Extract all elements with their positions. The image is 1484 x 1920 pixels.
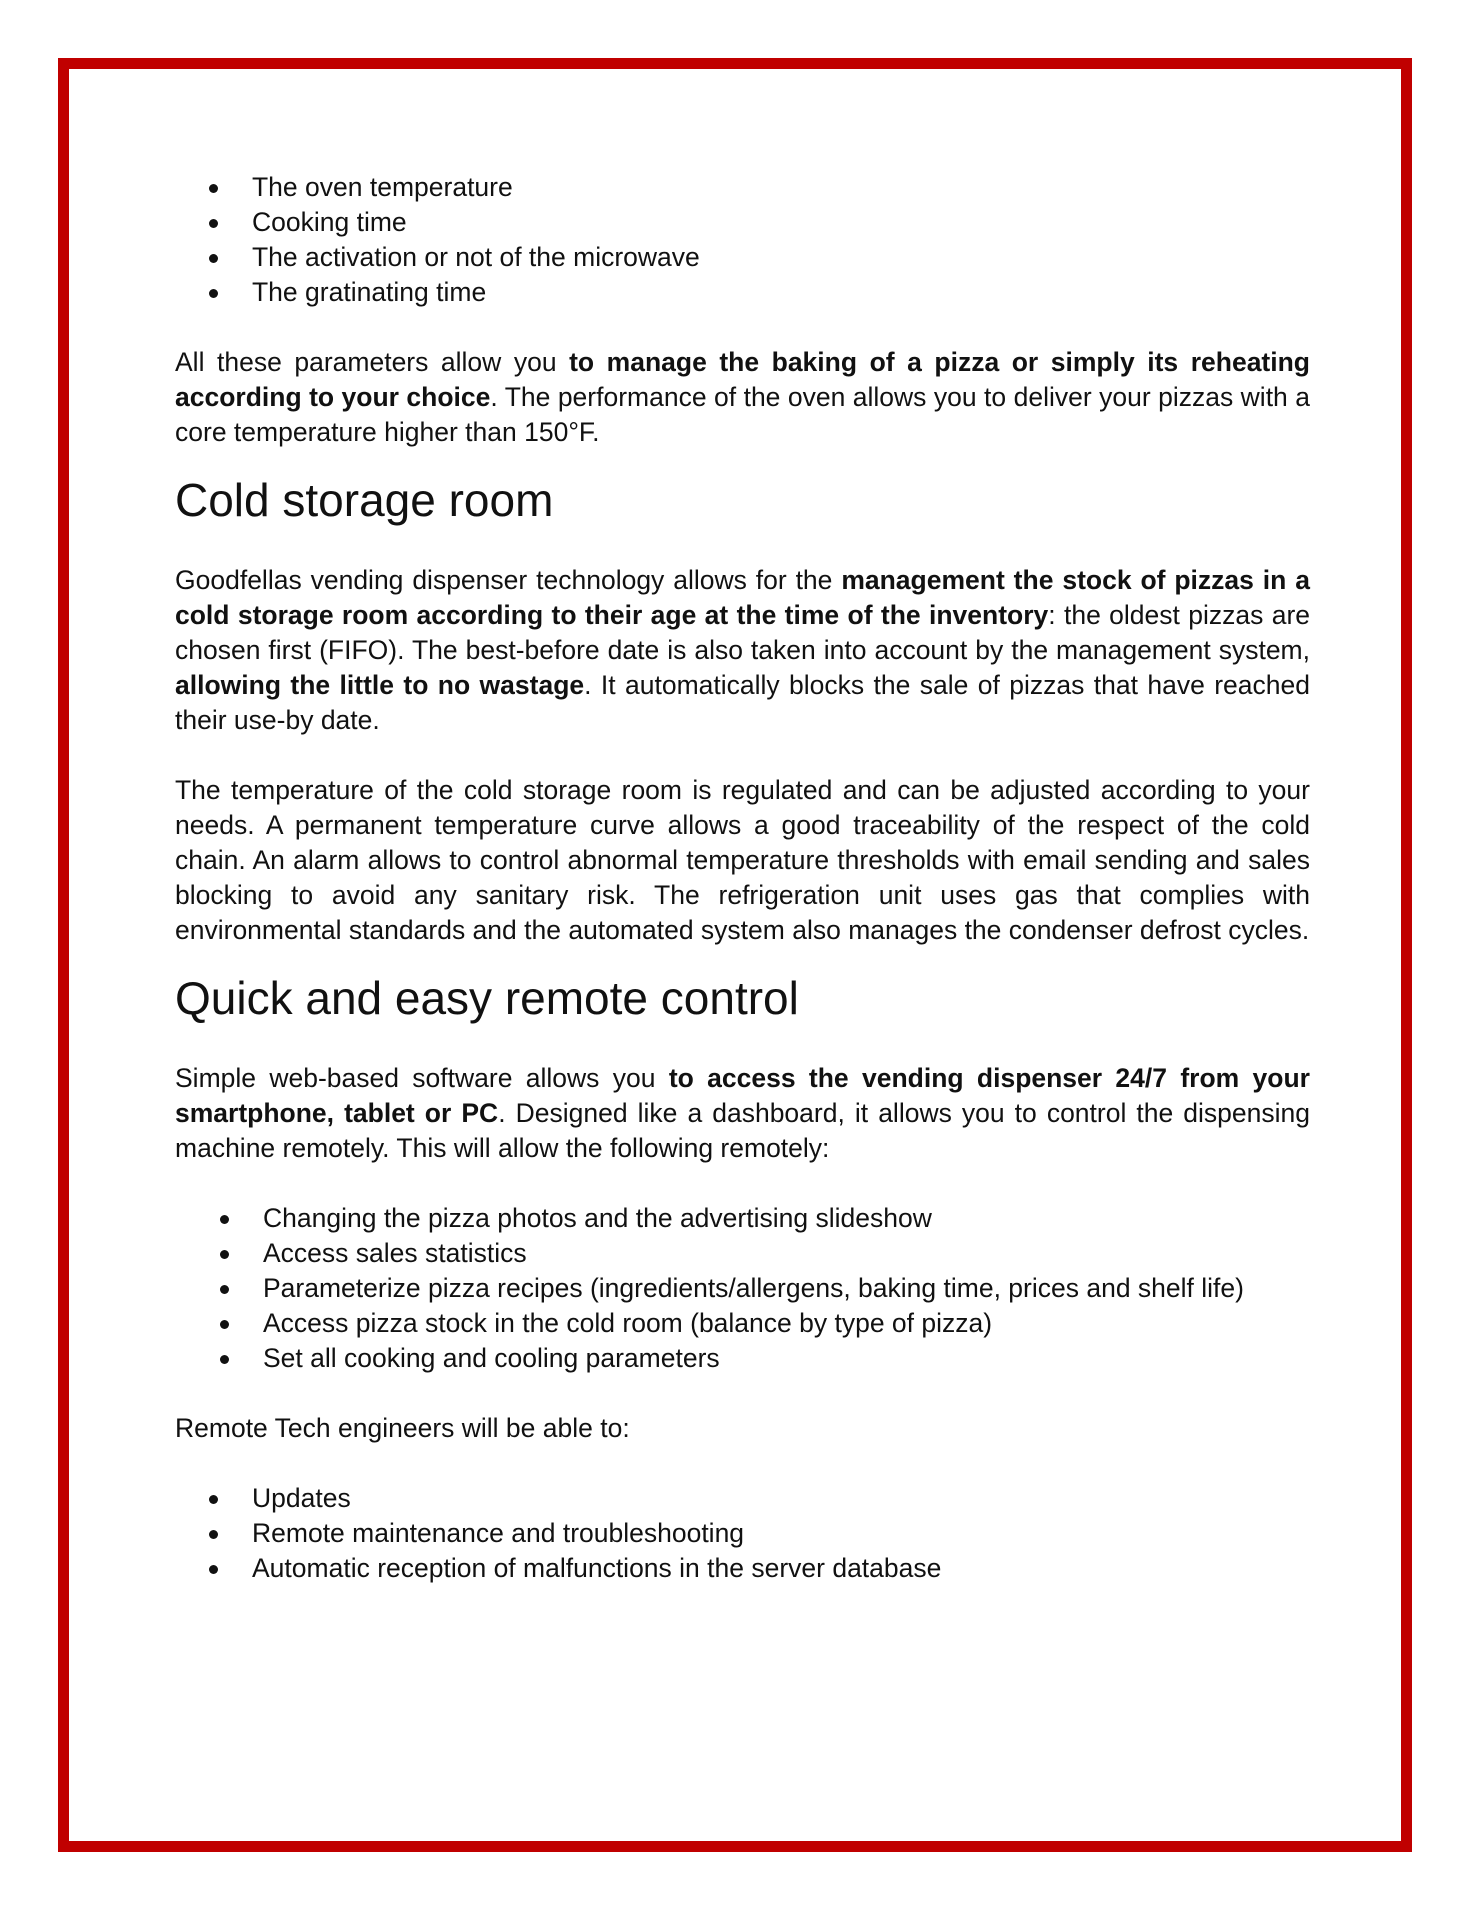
engineers-list — [175, 1481, 1310, 1586]
cold-storage-paragraph-1: Goodfellas vending dispenser technology allows for the management the stock of pizzas in a cold storage room according to their age at the time of the inventory: the oldest pizzas are chosen first (FIFO). The best-before date is also taken into account by the management system, allowing the little to no wastage. It automatically blocks the sale of pizzas that have reached their use-by date. — [175, 565, 1311, 735]
bullet-icon — [220, 1320, 229, 1329]
list-item: Changing the pizza photos and the advertising slideshow — [175, 1201, 1310, 1236]
list-item: Parameterize pizza recipes (ingredients/allergens, baking time, prices and shelf life) — [175, 1271, 1310, 1306]
bullet-icon — [220, 1285, 229, 1294]
bullet-icon — [209, 1530, 218, 1539]
list-item: Automatic reception of malfunctions in the server database — [175, 1551, 1310, 1586]
document-body — [175, 170, 1310, 1586]
section-heading-remote-control: Quick and easy remote control — [175, 972, 799, 1024]
section-heading-cold-storage: Cold storage room — [175, 474, 554, 526]
list-item: Access pizza stock in the cold room (balance by type of pizza) — [175, 1306, 1310, 1341]
list-item: Updates — [175, 1481, 1310, 1516]
cold-storage-paragraph-2: The temperature of the cold storage room is regulated and can be adjusted according to your needs. A permanent temperature curve allows a good traceability of the respect of the cold chain. An alarm allows to control abnormal temperature thresholds with email sending and sales blocking to avoid any sanitary risk. The refrigeration unit uses gas that complies with environmental standards and the automated system also manages the condenser defrost cycles. — [175, 775, 1310, 945]
list-item: The oven temperature — [175, 170, 1310, 205]
remote-features-list — [175, 1201, 1310, 1376]
remote-control-paragraph: Simple web-based software allows you to access the vending dispenser 24/7 from your smartphone, tablet or PC. Designed like a dashboard, it allows you to control the dispensing machine remotely. This will allow the following remotely: — [175, 1063, 1311, 1163]
parameters-paragraph: All these parameters allow you to manage the baking of a pizza or simply its reheating according to your choice. The performance of the oven allows you to deliver your pizzas with a core temperature higher than 150°F. — [175, 347, 1310, 447]
list-item: The activation or not of the microwave — [175, 240, 1310, 275]
bullet-icon — [220, 1250, 229, 1259]
list-item: Access sales statistics — [175, 1236, 1310, 1271]
bullet-icon — [220, 1215, 229, 1224]
bullet-icon — [209, 1495, 218, 1504]
bullet-icon — [209, 254, 218, 263]
oven-parameters-list — [175, 170, 1310, 310]
list-item: Set all cooking and cooling parameters — [175, 1341, 1310, 1376]
bullet-icon — [209, 1565, 218, 1574]
list-item: Remote maintenance and troubleshooting — [175, 1516, 1310, 1551]
engineers-intro: Remote Tech engineers will be able to: — [175, 1413, 630, 1443]
bullet-icon — [220, 1355, 229, 1364]
list-item: Cooking time — [175, 205, 1310, 240]
bullet-icon — [209, 289, 218, 298]
bullet-icon — [209, 219, 218, 228]
bullet-icon — [209, 184, 218, 193]
list-item: The gratinating time — [175, 275, 1310, 310]
